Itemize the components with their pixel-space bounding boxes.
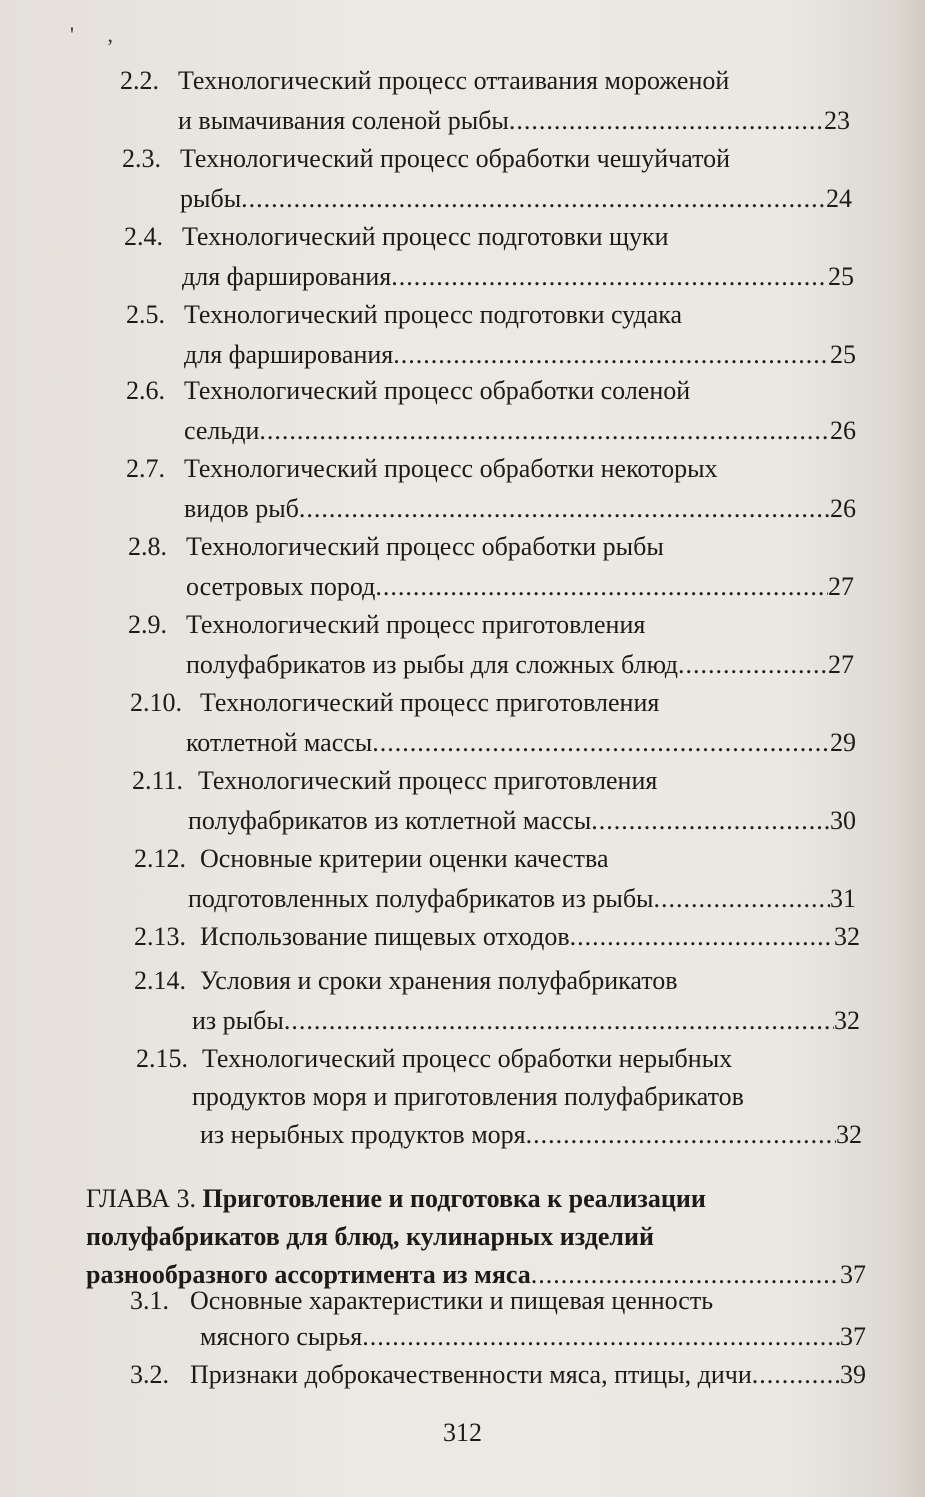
entry-page: 32 bbox=[836, 1120, 862, 1149]
entry-page: 31 bbox=[830, 884, 856, 913]
entry-title-line1: Технологический процесс приготовления bbox=[198, 766, 658, 795]
entry-number: 2.4. bbox=[124, 222, 163, 251]
dot-leader bbox=[654, 880, 830, 918]
entry-page: 32 bbox=[834, 922, 860, 951]
entry-title-line1: Технологический процесс подготовки судака bbox=[184, 300, 683, 329]
entry-title-line2: подготовленных полуфабрикатов из рыбы bbox=[188, 884, 654, 913]
dot-leader bbox=[362, 1318, 840, 1356]
entry-title-line1: Технологический процесс приготовления bbox=[200, 688, 660, 717]
dot-leader bbox=[752, 1356, 840, 1394]
entry-page: 26 bbox=[830, 494, 856, 523]
entry-title-line1: Технологический процесс оттаивания мороженой bbox=[178, 66, 730, 95]
page-number: 312 bbox=[443, 1418, 482, 1447]
entry-title-line2: сельди bbox=[184, 416, 260, 445]
entry-title-line3: из нерыбных продуктов моря bbox=[200, 1120, 526, 1149]
dot-leader bbox=[375, 568, 828, 606]
entry-page: 30 bbox=[830, 806, 856, 835]
entry-page: 27 bbox=[828, 650, 854, 679]
entry-title-line2: продуктов моря и приготовления полуфабрикатов bbox=[192, 1082, 744, 1111]
dot-leader bbox=[678, 646, 828, 684]
entry-number: 2.8. bbox=[128, 532, 167, 561]
entry-page: 32 bbox=[834, 1006, 860, 1035]
entry-number: 2.9. bbox=[128, 610, 167, 639]
entry-title-line1: Технологический процесс приготовления bbox=[186, 610, 646, 639]
entry-page: 25 bbox=[830, 340, 856, 369]
entry-number: 2.6. bbox=[126, 376, 165, 405]
entry-number: 2.5. bbox=[126, 300, 165, 329]
entry-title-line1: Признаки доброкачественности мяса, птицы, дичи bbox=[190, 1360, 752, 1389]
dot-leader bbox=[393, 336, 830, 374]
entry-title-line2: для фарширования bbox=[182, 262, 392, 291]
entry-title-line1: Технологический процесс обработки нерыбных bbox=[202, 1044, 733, 1073]
entry-title-line1: Условия и сроки хранения полуфабрикатов bbox=[200, 966, 678, 995]
entry-page: 37 bbox=[840, 1322, 866, 1351]
entry-number: 2.10. bbox=[130, 688, 182, 717]
entry-number: 2.3. bbox=[122, 144, 161, 173]
dot-leader bbox=[391, 258, 828, 296]
entry-page: 39 bbox=[840, 1360, 866, 1389]
entry-title-line1: Основные критерии оценки качества bbox=[200, 844, 609, 873]
dot-leader bbox=[299, 490, 830, 528]
dot-leader bbox=[570, 918, 834, 956]
entry-title-line1: Использование пищевых отходов bbox=[200, 922, 570, 951]
entry-title-line2: мясного сырья bbox=[200, 1322, 363, 1351]
entry-number: 2.7. bbox=[126, 454, 165, 483]
entry-number: 2.14. bbox=[134, 966, 186, 995]
entry-title-line2: осетровых пород bbox=[186, 572, 376, 601]
entry-page: 29 bbox=[830, 728, 856, 757]
entry-title-line1: Технологический процесс обработки соленой bbox=[184, 376, 691, 405]
entry-number: 2.12. bbox=[134, 844, 186, 873]
chapter-title-line2: полуфабрикатов для блюд, кулинарных изделий bbox=[86, 1222, 654, 1251]
entry-title-line1: Основные характеристики и пищевая ценность bbox=[190, 1286, 714, 1315]
entry-page: 26 bbox=[830, 416, 856, 445]
entry-title-line2: полуфабрикатов из котлетной массы bbox=[188, 806, 592, 835]
chapter-label: ГЛАВА 3. bbox=[86, 1184, 196, 1213]
entry-title-line2: и вымачивания соленой рыбы bbox=[178, 106, 509, 135]
entry-number: 2.11. bbox=[132, 766, 184, 795]
entry-title-line1: Технологический процесс обработки рыбы bbox=[186, 532, 664, 561]
entry-title-line2: полуфабрикатов из рыбы для сложных блюд bbox=[186, 650, 678, 679]
dot-leader bbox=[509, 102, 824, 140]
entry-title-line2: рыбы bbox=[180, 184, 242, 213]
dot-leader bbox=[372, 724, 830, 762]
dot-leader bbox=[591, 802, 830, 840]
entry-page: 24 bbox=[826, 184, 852, 213]
entry-page: 23 bbox=[824, 106, 850, 135]
entry-number: 2.15. bbox=[136, 1044, 188, 1073]
dot-leader bbox=[241, 180, 826, 218]
entry-number: 3.1. bbox=[130, 1286, 169, 1315]
entry-title-line1: Технологический процесс обработки чешуйчатой bbox=[180, 144, 731, 173]
entry-title-line2: из рыбы bbox=[192, 1006, 284, 1035]
entry-page: 27 bbox=[828, 572, 854, 601]
entry-title-line2: котлетной массы bbox=[186, 728, 373, 757]
corner-marks: ' , bbox=[70, 22, 127, 47]
entry-title-line1: Технологический процесс подготовки щуки bbox=[182, 222, 669, 251]
entry-title-line1: Технологический процесс обработки некоторых bbox=[184, 454, 718, 483]
chapter-title-line1: Приготовление и подготовка к реализации bbox=[202, 1184, 706, 1213]
entry-number: 2.2. bbox=[120, 66, 159, 95]
entry-number: 2.13. bbox=[134, 922, 186, 951]
entry-title-line2: видов рыб bbox=[184, 494, 299, 523]
chapter-page: 37 bbox=[840, 1260, 866, 1289]
entry-page: 25 bbox=[828, 262, 854, 291]
dot-leader bbox=[284, 1002, 834, 1040]
entry-title-line2: для фарширования bbox=[184, 340, 394, 369]
dot-leader bbox=[259, 412, 830, 450]
dot-leader bbox=[526, 1116, 836, 1154]
chapter-title-line3: разнообразного ассортимента из мяса bbox=[86, 1260, 531, 1289]
entry-number: 3.2. bbox=[130, 1360, 169, 1389]
